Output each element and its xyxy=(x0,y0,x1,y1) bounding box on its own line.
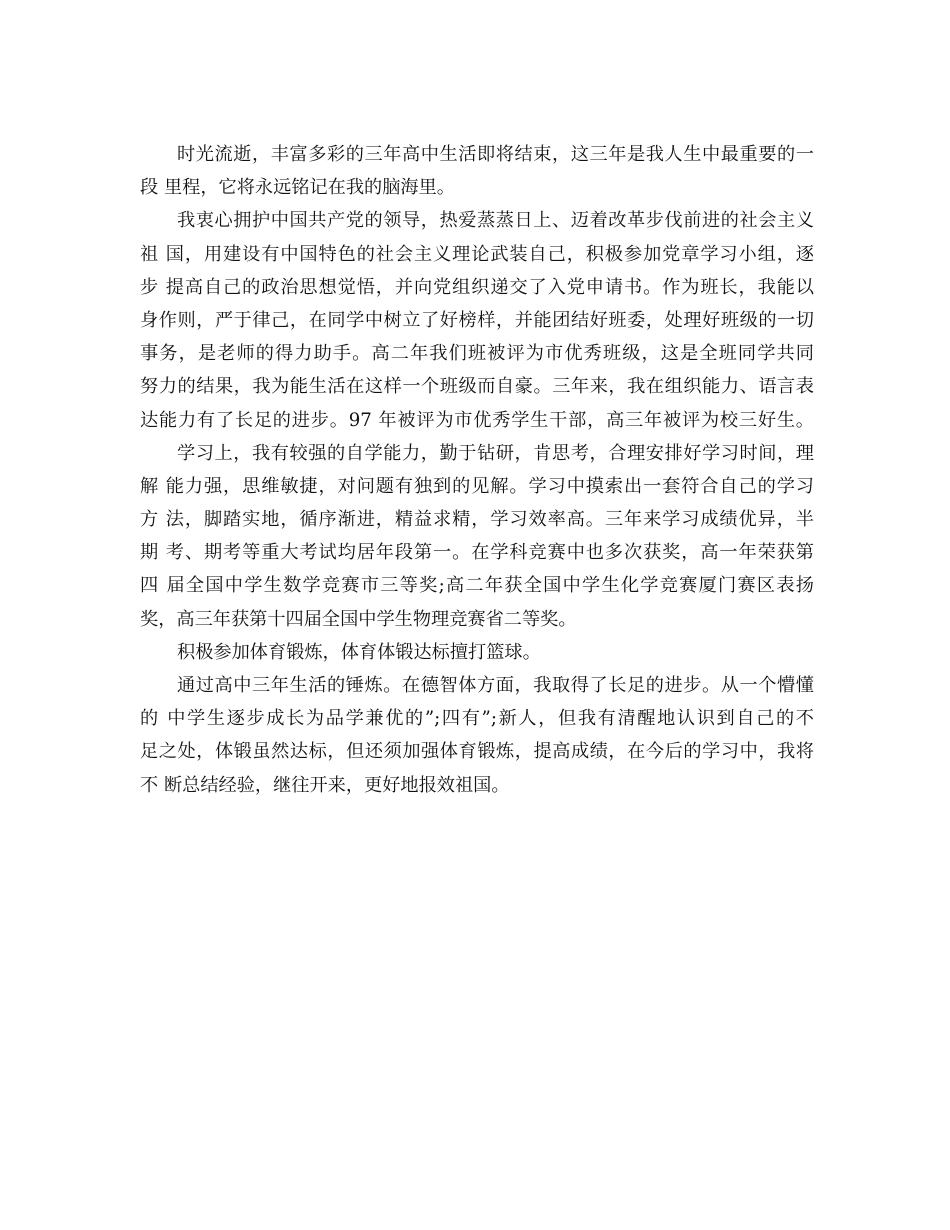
text-line: 步 提高自己的政治思想觉悟，并向党组织递交了入党申请书。作为班长，我能以 xyxy=(140,276,814,298)
text-line: 的 中学生逐步成长为品学兼优的”;四有”;新人，但我有清醒地认识到自己的不 xyxy=(140,708,814,730)
paragraph xyxy=(140,437,814,636)
paragraph xyxy=(140,204,814,436)
paragraph xyxy=(140,138,814,204)
text-line: 事务，是老师的得力助手。高二年我们班被评为市优秀班级，这是全班同学共同 xyxy=(140,343,814,365)
text-line: 解 能力强，思维敏捷，对问题有独到的见解。学习中摸索出一套符合自己的学习 xyxy=(140,475,814,497)
document-body xyxy=(140,138,814,802)
paragraph xyxy=(140,636,814,669)
text-line: 努力的结果，我为能生活在这样一个班级而自豪。三年来，我在组织能力、语言表 xyxy=(140,376,814,398)
text-line: 我衷心拥护中国共产党的领导，热爱蒸蒸日上、迈着改革步伐前进的社会主义 xyxy=(177,210,814,232)
text-line: 达能力有了长足的进步。97 年被评为市优秀学生干部，高三年被评为校三好生。 xyxy=(140,409,814,431)
text-line: 奖，高三年获第十四届全国中学生物理竞赛省二等奖。 xyxy=(140,608,577,630)
text-line: 方 法，脚踏实地，循序渐进，精益求精，学习效率高。三年来学习成绩优异，半 xyxy=(140,509,814,531)
text-line: 学习上，我有较强的自学能力，勤于钻研，肯思考，合理安排好学习时间，理 xyxy=(177,442,814,464)
text-line: 足之处，体锻虽然达标，但还须加强体育锻炼，提高成绩，在今后的学习中，我将 xyxy=(140,741,814,763)
text-line: 不 断总结经验，继往开来，更好地报效祖国。 xyxy=(140,774,510,796)
text-line: 身作则，严于律己，在同学中树立了好榜样，并能团结好班委，处理好班级的一切 xyxy=(140,309,814,331)
text-line: 通过高中三年生活的锤炼。在德智体方面，我取得了长足的进步。从一个懵懂 xyxy=(177,675,814,696)
text-line: 时光流逝，丰富多彩的三年高中生活即将结束，这三年是我人生中最重要的一 xyxy=(177,144,814,165)
text-line: 四 届全国中学生数学竞赛市三等奖;高二年获全国中学生化学竞赛厦门赛区表扬 xyxy=(140,575,814,597)
text-line: 期 考、期考等重大考试均居年段第一。在学科竞赛中也多次获奖，高一年荣获第 xyxy=(140,542,814,564)
paragraph xyxy=(140,669,814,802)
text-line: 段 里程，它将永远铭记在我的脑海里。 xyxy=(140,177,455,199)
text-line: 积极参加体育锻炼，体育体锻达标擅打篮球。 xyxy=(177,641,541,663)
text-line: 祖 国，用建设有中国特色的社会主义理论武装自己，积极参加党章学习小组，逐 xyxy=(140,243,814,265)
